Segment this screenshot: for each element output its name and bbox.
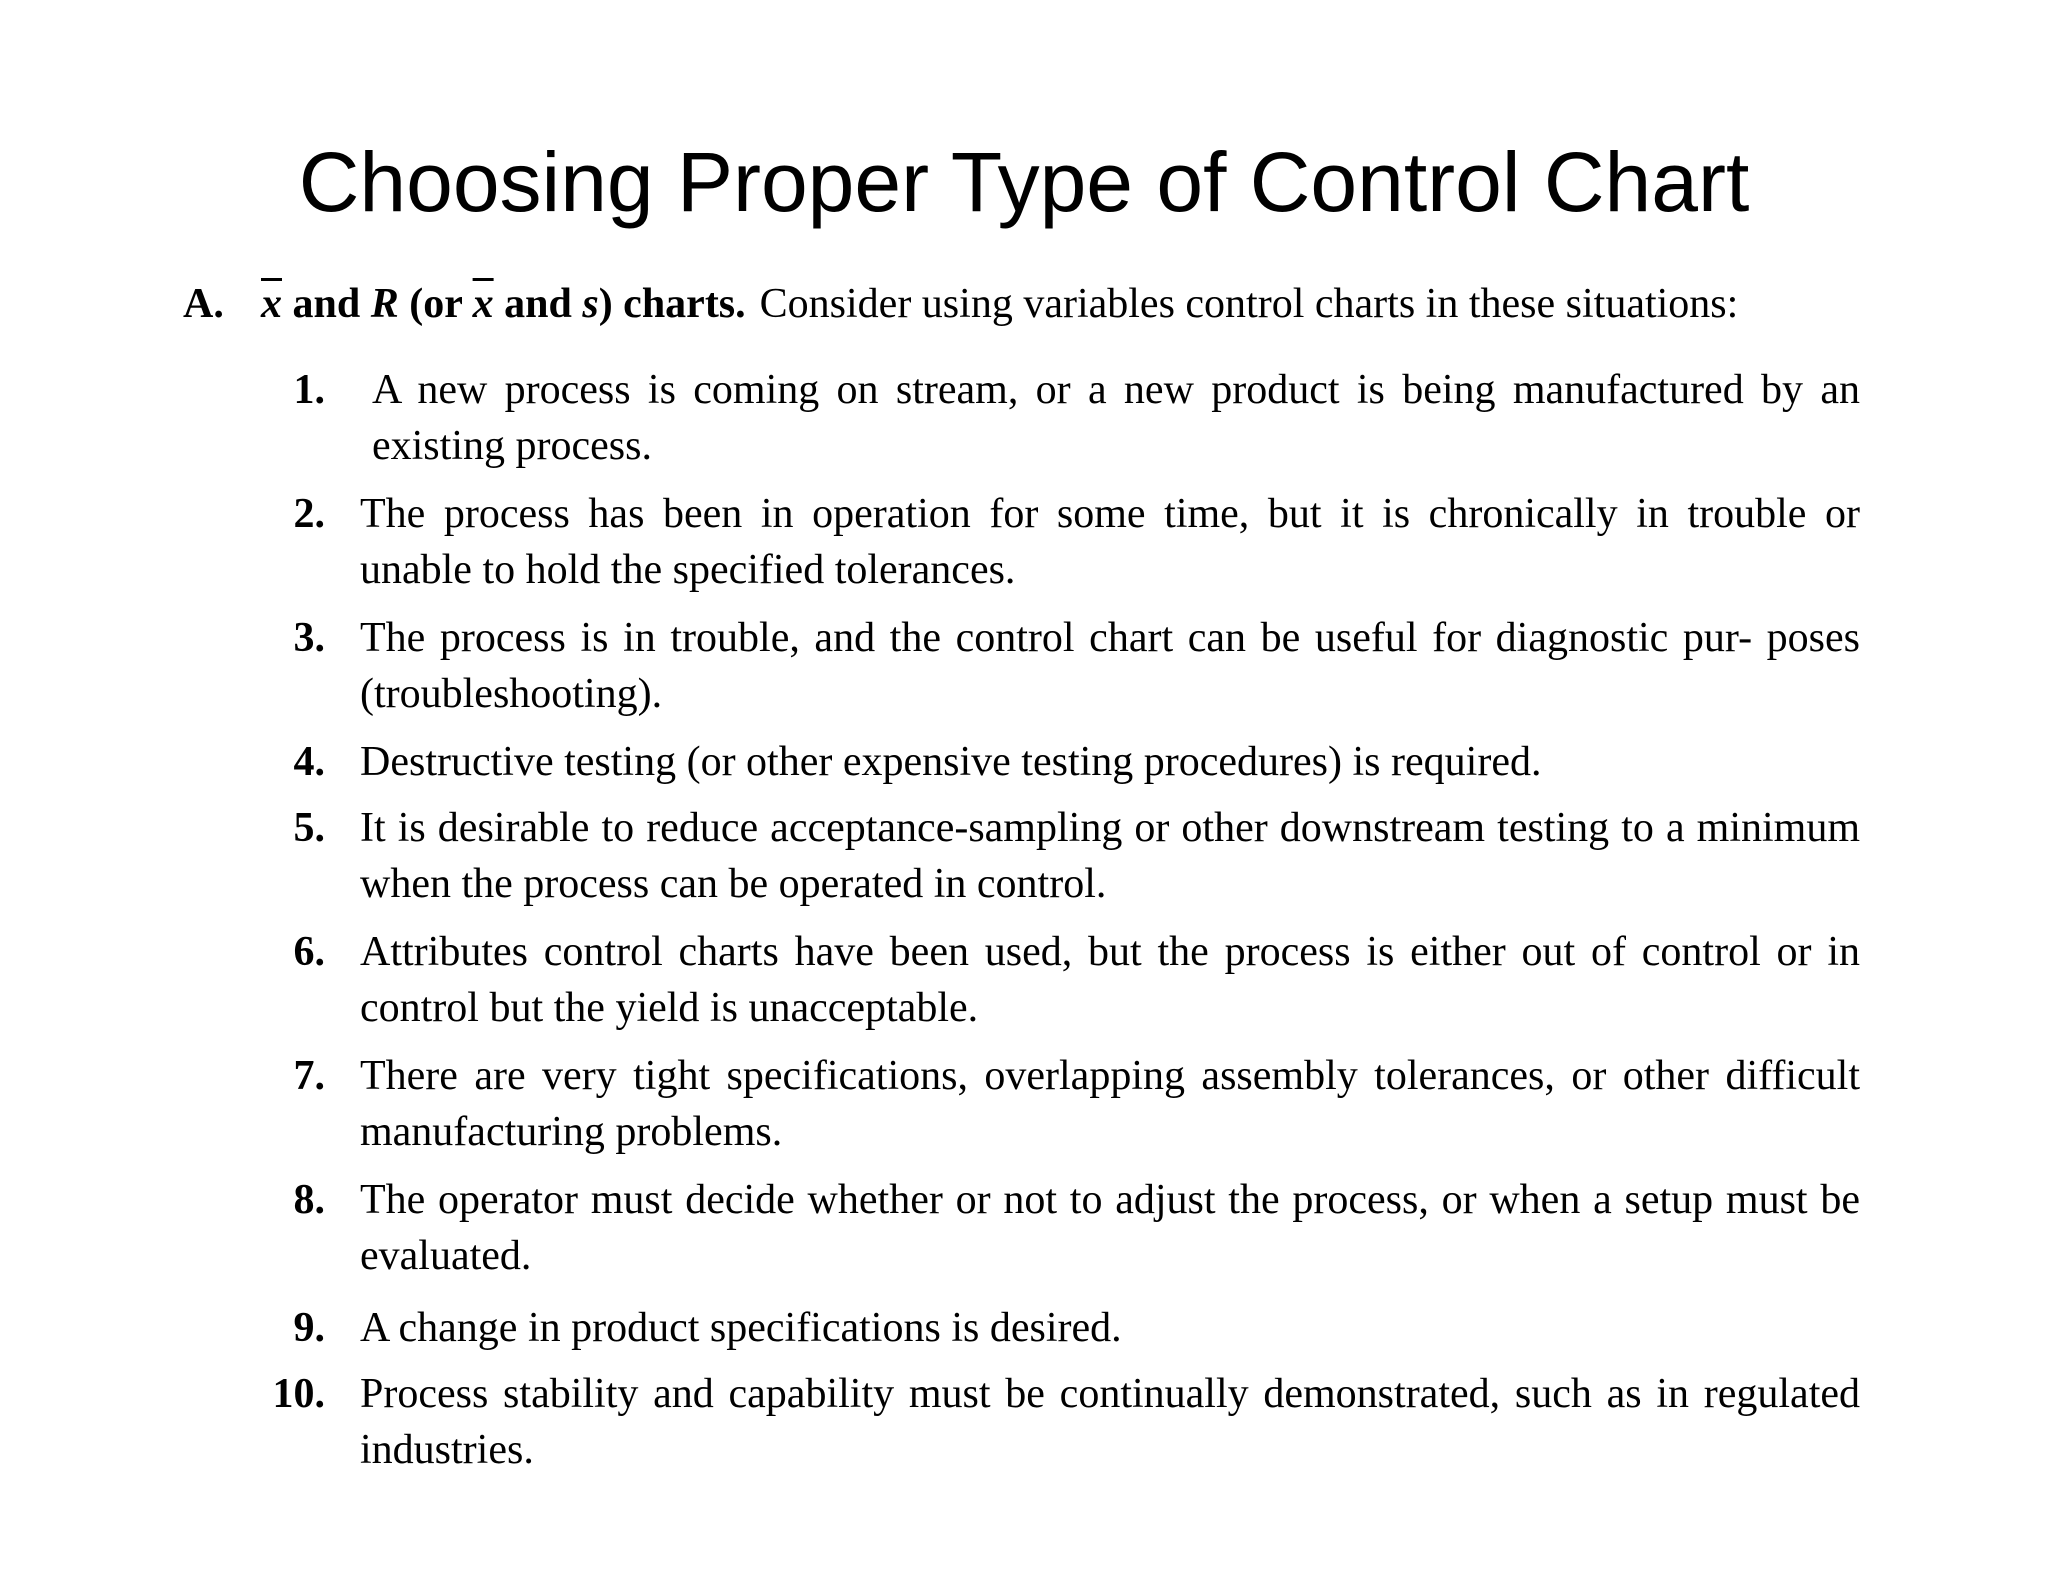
section-heading bbox=[183, 276, 1883, 332]
lead-text-and-2: and bbox=[493, 281, 583, 327]
list-item-number: 2. bbox=[293, 491, 325, 537]
list-item-text: A change in product specifications is desired. bbox=[360, 1305, 1122, 1351]
list-item-text: A new process is coming on stream, or a new product is being manufactured by an existing process. bbox=[372, 367, 1860, 469]
list-item-text: Destructive testing (or other expensive testing procedures) is required. bbox=[360, 739, 1542, 785]
lead-text-and: and bbox=[282, 281, 371, 327]
list-item-number: 7. bbox=[293, 1053, 325, 1099]
s-symbol: s bbox=[582, 281, 599, 327]
x-bar-symbol-2: $\overline{x}$ bbox=[472, 281, 494, 327]
list-item-number: 3. bbox=[293, 615, 325, 661]
list-item-text: There are very tight specifications, overlapping assembly tolerances, or other difficult manufacturing problems. bbox=[360, 1053, 1860, 1155]
lead-text-or: (or bbox=[398, 281, 473, 327]
list-item-text: The process is in trouble, and the control chart can be useful for diagnostic pur- poses (troubleshooting). bbox=[360, 615, 1860, 717]
list-item-number: 4. bbox=[293, 739, 325, 785]
list-item-number: 6. bbox=[293, 929, 325, 975]
section-lead bbox=[261, 281, 746, 327]
list-item-number: 8. bbox=[293, 1177, 325, 1223]
list-item-text: Process stability and capability must be continually demonstrated, such as in regulated industries. bbox=[360, 1371, 1860, 1473]
section-description: Consider using variables control charts in these situations: bbox=[759, 281, 1739, 327]
list-item-number: 9. bbox=[293, 1305, 325, 1351]
list-item-text: The process has been in operation for some time, but it is chronically in trouble or unable to hold the specified tolerances. bbox=[360, 491, 1860, 593]
lead-text-charts: ) charts. bbox=[598, 281, 746, 327]
x-bar-symbol: $\overline{x}$ bbox=[261, 281, 282, 327]
list-item-number: 1. bbox=[293, 367, 325, 413]
section-letter: A. bbox=[183, 281, 224, 327]
r-symbol: R bbox=[370, 281, 399, 327]
list-item-text: Attributes control charts have been used, but the process is either out of control or in control but the yield is unacceptable. bbox=[360, 929, 1860, 1031]
list-item-number: 5. bbox=[293, 805, 325, 851]
page-title: Choosing Proper Type of Control Chart bbox=[298, 135, 1750, 229]
list-item-text: It is desirable to reduce acceptance-sampling or other downstream testing to a minimum when the process can be operated in control. bbox=[360, 805, 1860, 907]
list-item-text: The operator must decide whether or not to adjust the process, or when a setup must be evaluated. bbox=[360, 1177, 1860, 1279]
list-item-number: 10. bbox=[272, 1371, 325, 1417]
